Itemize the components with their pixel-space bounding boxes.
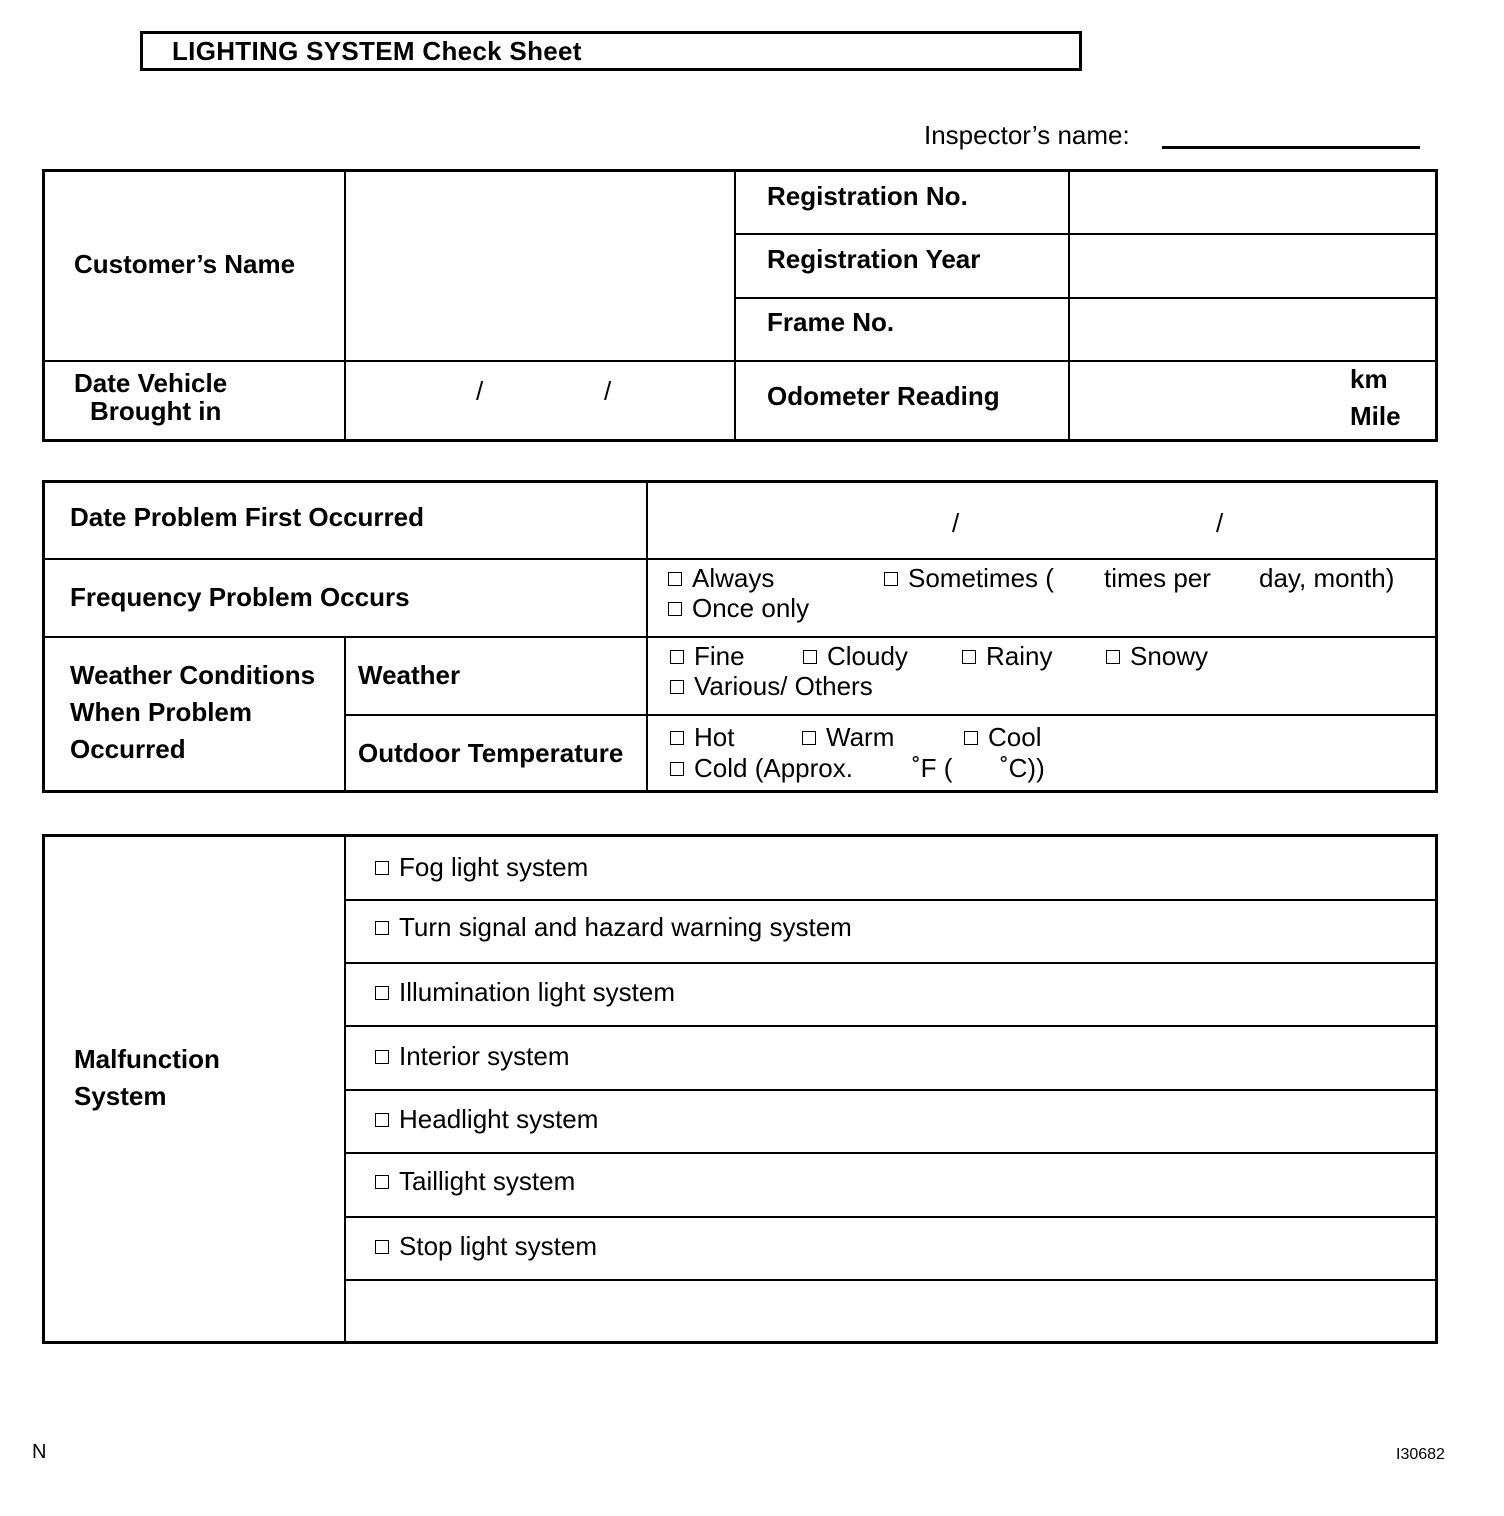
- checkbox[interactable]: [670, 650, 684, 664]
- frequency-label: Frequency Problem Occurs: [70, 582, 410, 612]
- date-vehicle-label: Date Vehicle Brought in: [74, 368, 228, 426]
- outdoor-temperature-label: Outdoor Temperature: [358, 738, 624, 768]
- frame-no-label: Frame No.: [767, 307, 895, 337]
- inspector-name-field[interactable]: [1162, 146, 1420, 149]
- malfunction-item-fog-light[interactable]: Fog light system: [375, 852, 588, 883]
- checkbox[interactable]: [670, 731, 684, 745]
- footer-left-mark: N: [32, 1441, 47, 1463]
- registration-no-field[interactable]: [1070, 171, 1436, 233]
- checkbox[interactable]: [964, 731, 978, 745]
- checkbox[interactable]: [670, 762, 684, 776]
- checkbox[interactable]: [803, 650, 817, 664]
- temp-warm-option[interactable]: Warm: [802, 722, 894, 753]
- weather-snowy-option[interactable]: Snowy: [1106, 641, 1208, 672]
- date-separator: /: [952, 508, 960, 538]
- checkbox[interactable]: [375, 1050, 389, 1064]
- checkbox[interactable]: [1106, 650, 1120, 664]
- weather-conditions-label: Weather Conditions When Problem Occurred: [70, 660, 316, 764]
- odometer-field[interactable]: [1070, 362, 1340, 440]
- freq-times-per-text: times per: [1104, 563, 1211, 593]
- weather-label: Weather: [358, 660, 461, 690]
- date-separator: /: [604, 376, 612, 406]
- malfunction-item-interior[interactable]: Interior system: [375, 1041, 570, 1072]
- malfunction-item-taillight[interactable]: Taillight system: [375, 1166, 575, 1197]
- freq-day-month-text: day, month): [1259, 563, 1395, 593]
- malfunction-item-turn-signal[interactable]: Turn signal and hazard warning system: [375, 912, 852, 943]
- temp-cool-option[interactable]: Cool: [964, 722, 1041, 753]
- checkbox[interactable]: [668, 602, 682, 616]
- checkbox[interactable]: [375, 921, 389, 935]
- customer-name-label: Customer’s Name: [74, 249, 296, 279]
- weather-various-option[interactable]: Various/ Others: [670, 671, 873, 702]
- checkbox[interactable]: [375, 861, 389, 875]
- inspector-label: Inspector’s name:: [924, 120, 1130, 150]
- malfunction-item-blank[interactable]: [346, 1281, 1436, 1342]
- freq-once-option[interactable]: Once only: [668, 593, 809, 624]
- temp-fahrenheit-text: ˚F (: [912, 753, 953, 783]
- date-first-occurred-label: Date Problem First Occurred: [70, 502, 424, 532]
- figure-code: I30682: [1396, 1446, 1445, 1463]
- checkbox[interactable]: [668, 572, 682, 586]
- malfunction-system-label: Malfunction System: [74, 1044, 220, 1111]
- checkbox[interactable]: [884, 572, 898, 586]
- malfunction-item-headlight[interactable]: Headlight system: [375, 1104, 598, 1135]
- odometer-label: Odometer Reading: [767, 381, 1000, 411]
- freq-always-option[interactable]: Always: [668, 563, 774, 594]
- registration-year-field[interactable]: [1070, 235, 1436, 297]
- registration-no-label: Registration No.: [767, 181, 968, 211]
- temp-hot-option[interactable]: Hot: [670, 722, 734, 753]
- registration-year-label: Registration Year: [767, 244, 981, 274]
- temp-celsius-text: ˚C)): [1000, 753, 1045, 783]
- customer-name-field[interactable]: [346, 171, 732, 360]
- unit-km: km: [1350, 364, 1388, 394]
- date-separator: /: [476, 376, 484, 406]
- weather-fine-option[interactable]: Fine: [670, 641, 745, 672]
- checkbox[interactable]: [670, 680, 684, 694]
- malfunction-item-illumination[interactable]: Illumination light system: [375, 977, 675, 1008]
- checkbox[interactable]: [375, 1175, 389, 1189]
- weather-rainy-option[interactable]: Rainy: [962, 641, 1052, 672]
- unit-mile: Mile: [1350, 401, 1401, 431]
- checkbox[interactable]: [802, 731, 816, 745]
- freq-sometimes-option[interactable]: Sometimes (: [884, 563, 1054, 594]
- weather-cloudy-option[interactable]: Cloudy: [803, 641, 908, 672]
- checkbox[interactable]: [375, 1240, 389, 1254]
- malfunction-item-stop-light[interactable]: Stop light system: [375, 1231, 597, 1262]
- checkbox[interactable]: [962, 650, 976, 664]
- checkbox[interactable]: [375, 1113, 389, 1127]
- temp-cold-option[interactable]: Cold (Approx.: [670, 753, 853, 784]
- checkbox[interactable]: [375, 986, 389, 1000]
- page-title: LIGHTING SYSTEM Check Sheet: [172, 36, 582, 66]
- frame-no-field[interactable]: [1070, 299, 1436, 360]
- date-separator: /: [1216, 508, 1224, 538]
